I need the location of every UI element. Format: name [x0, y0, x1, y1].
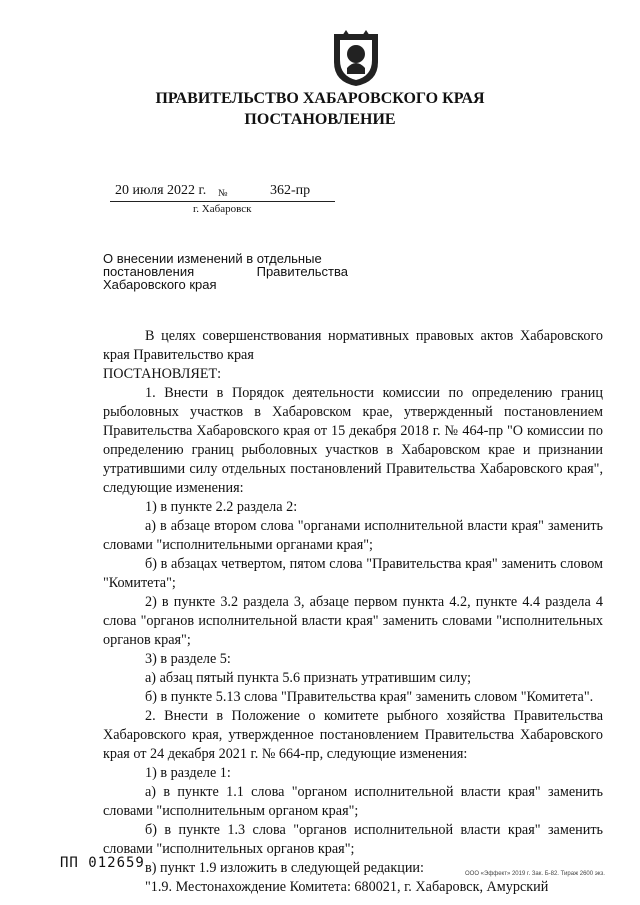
- decree-subject: [103, 252, 348, 291]
- paragraph: "1.9. Местонахождение Комитета: 680021, г. Хабаровск, Амурский: [145, 879, 549, 895]
- paragraph: а) в абзаце втором слова "органами исполнительной власти края" заменить словами "исполнительными органами края";: [103, 518, 603, 553]
- subject-line-3: Хабаровского края: [103, 277, 217, 292]
- paragraph: 2. Внести в Положение о комитете рыбного хозяйства Правительства Хабаровского края, утвержденное постановлением Правительства Хабаровского края от 24 декабря 2021 г. № 664-пр, следующие изменения:: [103, 708, 603, 762]
- paragraph: 3) в разделе 5:: [145, 651, 231, 667]
- city: г. Хабаровск: [193, 203, 252, 215]
- decree-date: 20 июля 2022 г.: [115, 183, 207, 198]
- paragraph: 2) в пункте 3.2 раздела 3, абзаце первом пункта 4.2, пункте 4.4 раздела 4 слова "органов исполнительной власти края" заменить словами "исполнительных органов края";: [103, 594, 603, 648]
- decree-number: 362-пр: [270, 183, 311, 198]
- government-title: ПРАВИТЕЛЬСТВО ХАБАРОВСКОГО КРАЯ: [155, 90, 485, 107]
- paragraph: ПОСТАНОВЛЯЕТ:: [103, 366, 222, 382]
- paragraph: 1) в разделе 1:: [145, 765, 231, 781]
- date-underline: [110, 201, 335, 202]
- paragraph: б) в пункте 1.3 слова "органов исполнительной власти края" заменить словами "исполнительных органов края";: [103, 822, 603, 857]
- paragraph: а) абзац пятый пункта 5.6 признать утратившим силу;: [145, 670, 472, 686]
- subject-line-2-b: Правительства: [256, 264, 348, 279]
- paragraph: В целях совершенствования нормативных правовых актов Хабаровского края Правительство края: [103, 328, 603, 363]
- date-number-line: [110, 183, 335, 203]
- document-type: ПОСТАНОВЛЕНИЕ: [244, 111, 396, 128]
- serial-number: ПП 012659: [60, 855, 145, 871]
- paragraph: б) в пункте 5.13 слова "Правительства края" заменить словом "Комитета".: [145, 689, 594, 705]
- printer-imprint: ООО «Эффект» 2019 г. Зак. Б-82. Тираж 2600 экз.: [465, 871, 605, 877]
- subject-line-2-a: постановления: [103, 264, 195, 279]
- paragraph: в) пункт 1.9 изложить в следующей редакции:: [145, 860, 424, 876]
- number-label: №: [218, 188, 228, 199]
- paragraph: 1. Внести в Порядок деятельности комиссии по определению границ рыболовных участков в Хабаровском крае, утвержденный постановлением Правительства Хабаровского края от 15 декабря 2018 г. № 464-пр "О комиссии по определению границ рыболовных участков в Хабаровском крае и признании утратившими силу отдельных постановлений Правительства Хабаровского края", следующие изменения:: [103, 385, 603, 496]
- subject-line-1: О внесении изменений в отдельные: [103, 251, 322, 266]
- paragraph: 1) в пункте 2.2 раздела 2:: [145, 499, 298, 515]
- coat-of-arms-emblem: [330, 28, 382, 88]
- decree-body: [103, 327, 603, 897]
- paragraph: б) в абзацах четвертом, пятом слова "Правительства края" заменить словом "Комитета";: [103, 556, 603, 591]
- paragraph: а) в пункте 1.1 слова "органом исполнительной власти края" заменить словами "исполнительным органом края";: [103, 784, 603, 819]
